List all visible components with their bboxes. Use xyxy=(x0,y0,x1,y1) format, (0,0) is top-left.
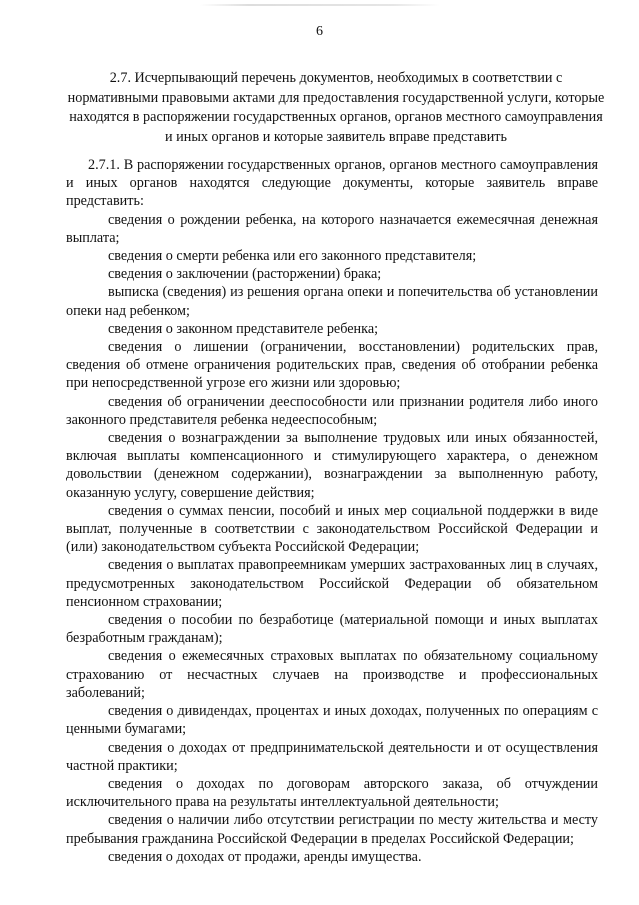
list-item-copyright-income: сведения о доходах по договорам авторского заказа, об отчуждении исключительного права на результаты интеллектуальной деятельности; xyxy=(66,775,598,811)
list-item-marriage: сведения о заключении (расторжении) брака; xyxy=(108,266,382,283)
document-body xyxy=(66,156,598,866)
page-number: 6 xyxy=(316,24,323,39)
list-item-labor-remuneration: сведения о вознаграждении за выполнение трудовых или иных обязанностей, включая выплаты компенсационного и стимулирующего характера, о денежном довольствии (денежном содержании), вознаграждении за выполненную работу, оказанную услугу, совершение действия; xyxy=(66,430,598,501)
list-item-property-income: сведения о доходах от продажи, аренды имущества. xyxy=(108,848,422,865)
list-item-parental-rights: сведения о лишении (ограничении, восстановлении) родительских прав, сведения об отмене ограничения родительских прав, сведения об отобрании ребенка при непосредственной угрозе его жизни или здоровью; xyxy=(66,339,598,392)
paragraph-2-7-1: 2.7.1. В распоряжении государственных органов, органов местного самоуправления и иных органов находятся следующие документы, которые заявитель вправе представить: xyxy=(66,157,598,210)
list-item-birth: сведения о рождении ребенка, на которого назначается ежемесячная денежная выплата; xyxy=(66,211,598,246)
list-item-guardianship: выписка (сведения) из решения органа опеки и попечительства об установлении опеки над ребенком; xyxy=(66,284,598,319)
list-item-successor-payments: сведения о выплатах правопреемникам умерших застрахованных лиц в случаях, предусмотренных законодательством Российской Федерации об обязательном пенсионном страховании; xyxy=(66,557,598,610)
list-item-legal-capacity: сведения об ограничении дееспособности или признании родителя либо иного законного представителя ребенка недееспособным; xyxy=(66,393,598,428)
list-item-death: сведения о смерти ребенка или его законного представителя; xyxy=(108,248,477,265)
scan-artifact xyxy=(200,4,440,6)
list-item-business-income: сведения о доходах от предпринимательской деятельности и от осуществления частной практики; xyxy=(66,739,598,774)
list-item-legal-representative: сведения о законном представителе ребенка; xyxy=(108,320,379,337)
list-item-insurance-payments: сведения о ежемесячных страховых выплатах по обязательному социальному страхованию от несчастных случаев на производстве и профессиональных заболеваний; xyxy=(66,648,598,701)
list-item-unemployment: сведения о пособии по безработице (материальной помощи и иных выплатах безработным гражданам); xyxy=(66,612,598,647)
list-item-dividends: сведения о дивидендах, процентах и иных доходах, полученных по операциям с ценными бумагами; xyxy=(66,703,598,738)
section-heading: 2.7. Исчерпывающий перечень документов, необходимых в соответствии с нормативными правовыми актами для предоставления государственной услуги, которые находятся в распоряжении государственных органов, органов местного самоуправления и иных органов и которые заявитель вправе представить xyxy=(67,70,605,145)
list-item-registration: сведения о наличии либо отсутствии регистрации по месту жительства и месту пребывания гражданина Российской Федерации в пределах Российской Федерации; xyxy=(66,812,598,847)
list-item-pensions-benefits: сведения о суммах пенсии, пособий и иных мер социальной поддержки в виде выплат, полученные в соответствии с законодательством Российской Федерации и (или) законодательством субъекта Российской Федерации; xyxy=(66,502,598,556)
